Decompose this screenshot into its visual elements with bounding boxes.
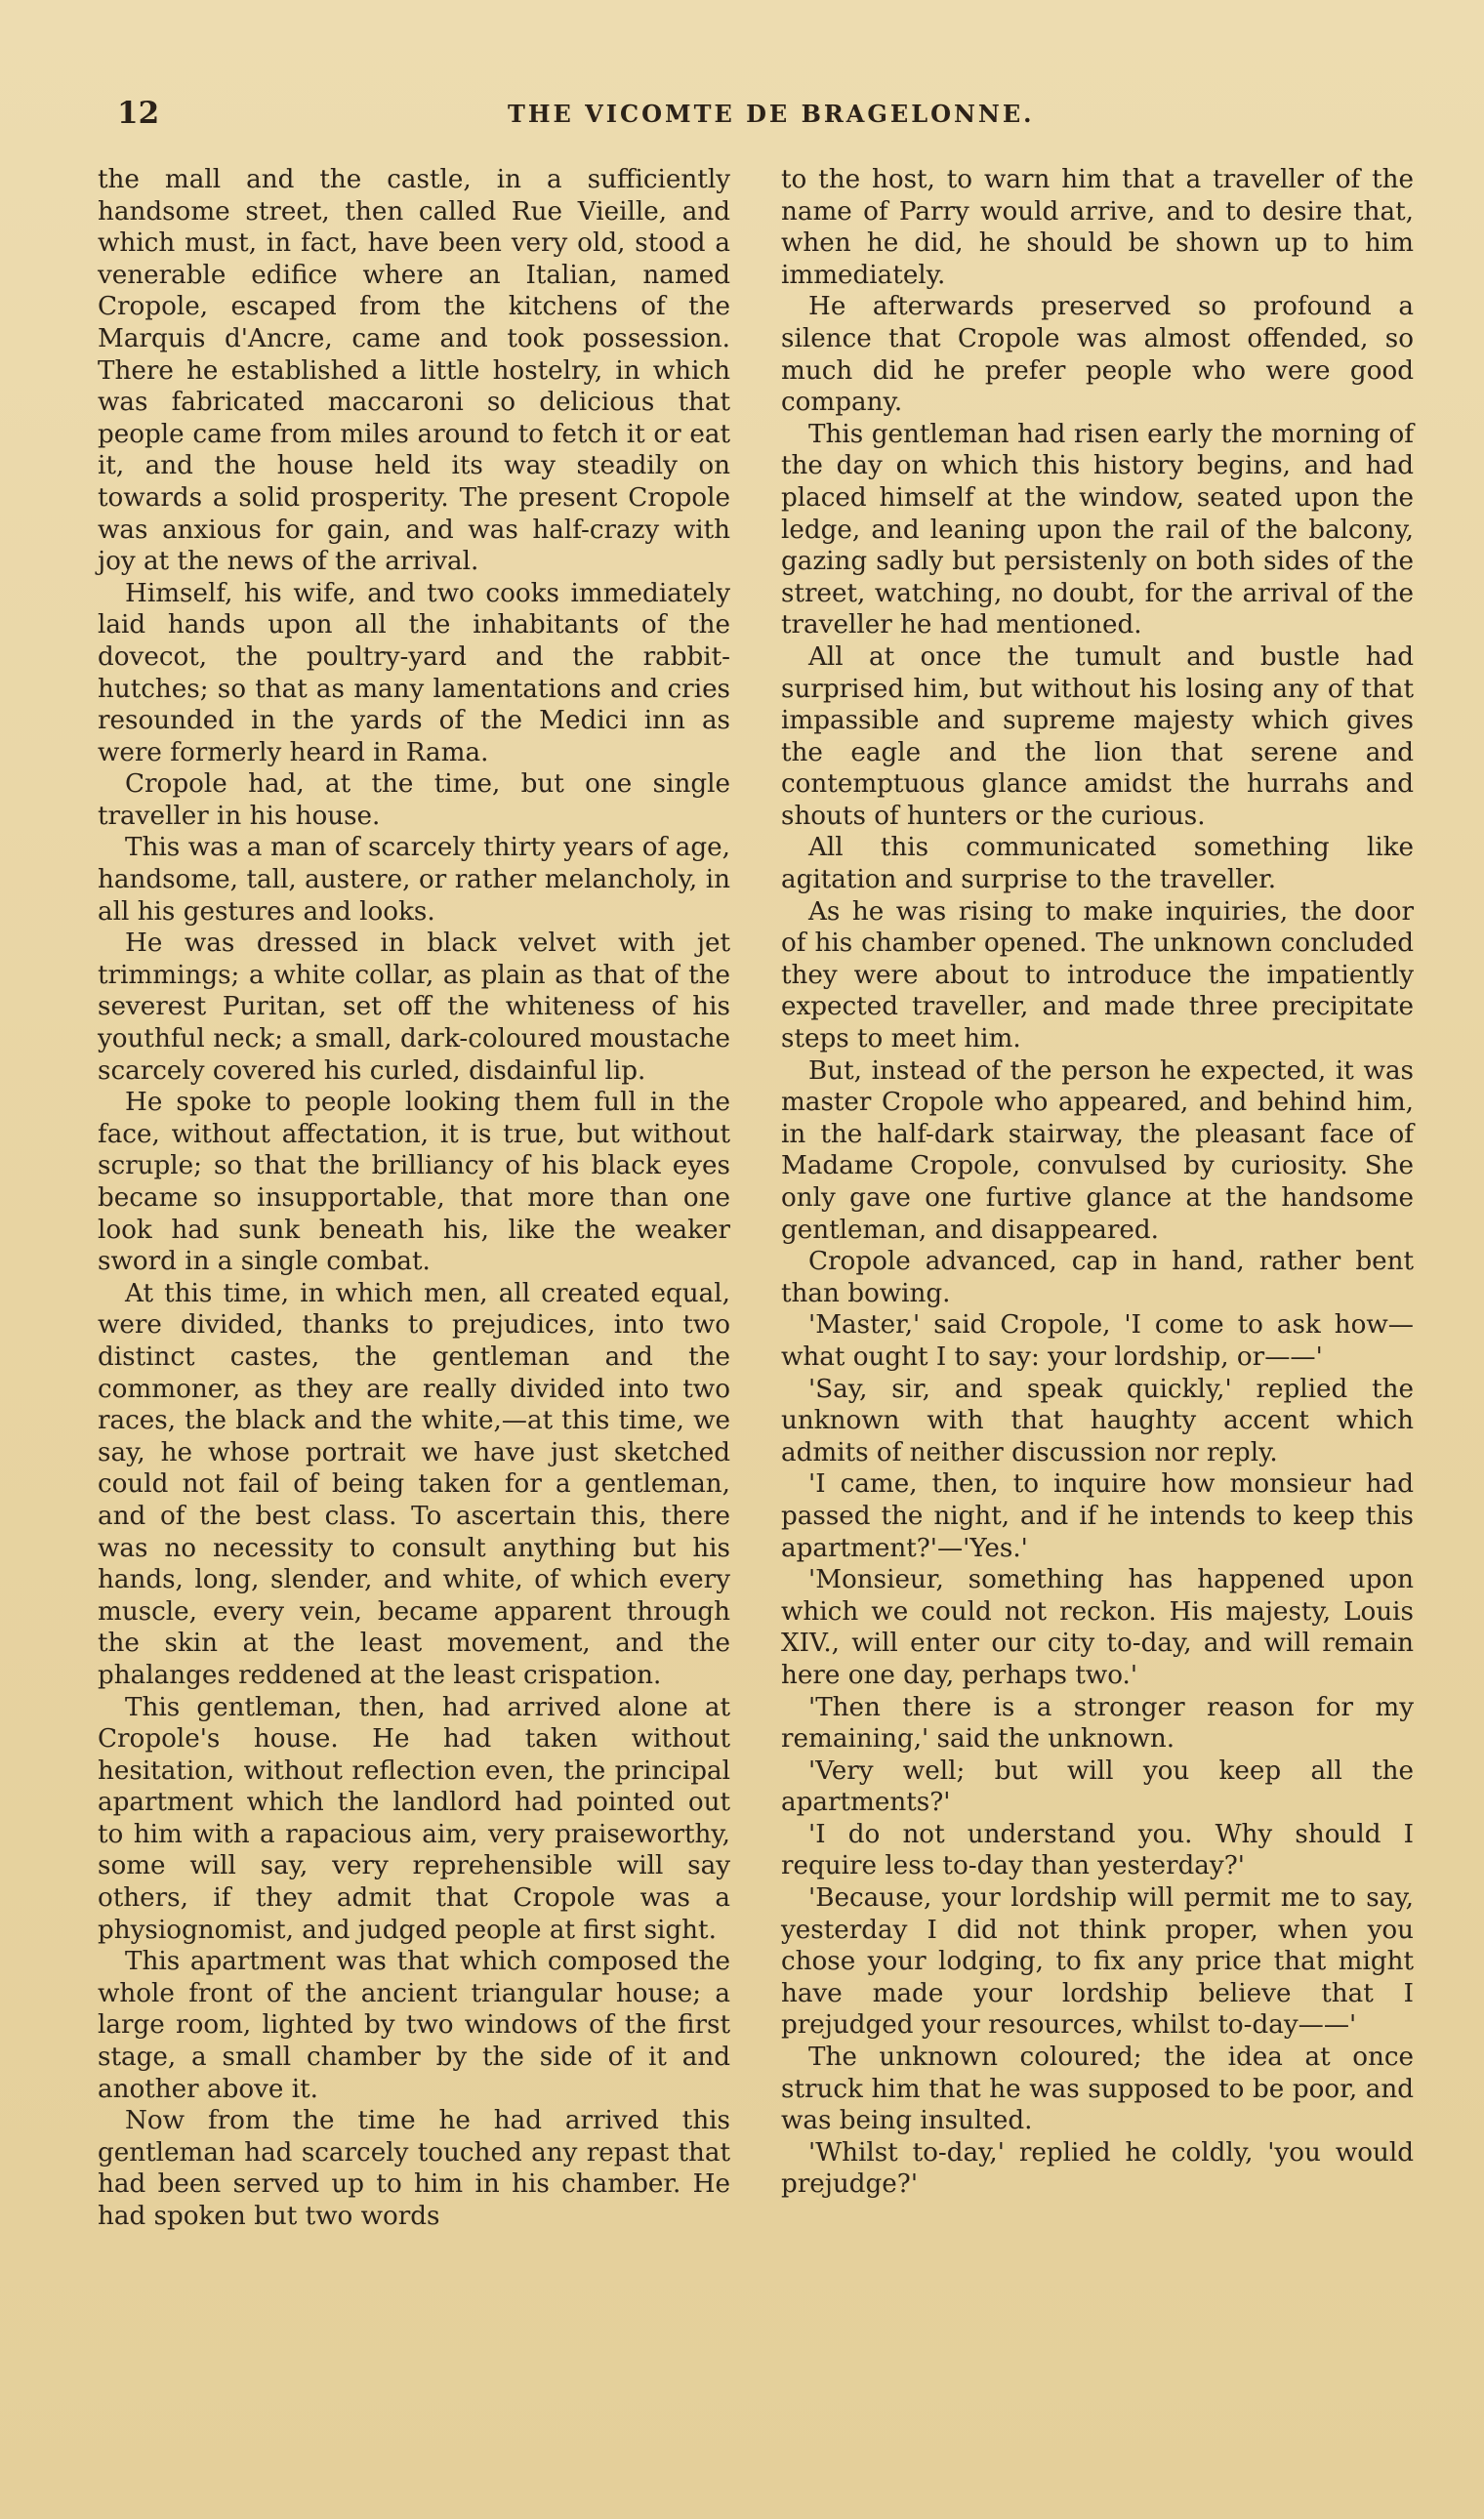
paragraph: As he was rising to make inquiries, the door of his chamber opened. The unknown concluded they were about to introduce the impatiently expected traveller, and made three precipitate steps to meet him. [781, 896, 1414, 1054]
paragraph: 'Master,' said Cropole, 'I come to ask how—what ought I to say: your lordship, or——' [781, 1310, 1414, 1372]
paragraph: the mall and the castle, in a sufficiently handsome street, then called Rue Vieille, and which must, in fact, have been very old, stood a venerable edifice where an Italian, named Cropole, escaped from the kitchens of the Marquis d'Ancre, came and took possession. There he established a little hostelry, in which was fabricated maccaroni so delicious that people came from miles around to fetch it or eat it, and the house held its way steadily on towards a solid prosperity. The present Cropole was anxious for gain, and was half-crazy with joy at the news of the arrival. [98, 165, 730, 577]
paragraph: Cropole advanced, cap in hand, rather bent than bowing. [781, 1247, 1414, 1308]
paragraph: 'Then there is a stronger reason for my remaining,' said the unknown. [781, 1692, 1414, 1755]
paragraph: At this time, in which men, all created equal, were divided, thanks to prejudices, into two distinct castes, the gentleman and the commoner, as they are really divided into two races, the black and the white,—at this time, we say, he whose portrait we have just sketched could not fail of being taken for a gentleman, and of the best class. To ascertain this, there was no necessity to consult anything but his hands, long, slender, and white, of which every muscle, every vein, became apparent through the skin at the least movement, and the phalanges reddened at the least crispation. [98, 1278, 730, 1690]
paragraph: Cropole had, at the time, but one single traveller in his house. [98, 769, 730, 831]
paragraph: This gentleman, then, had arrived alone at Cropole's house. He had taken without hesitation, without reflection even, the principal apartment which the landlord had pointed out to him with a rapacious aim, very praiseworthy, some will say, very reprehensible will say others, if they admit that Cropole was a physiognomist, and judged people at first sight. [98, 1692, 730, 1945]
paragraph: The unknown coloured; the idea at once struck him that he was supposed to be poor, and was being insulted. [781, 2043, 1414, 2136]
paragraph: He was dressed in black velvet with jet trimmings; a white collar, as plain as that of the severest Puritan, set off the whiteness of his youthful neck; a small, dark-coloured moustache scarcely covered his curled, disdainful lip. [98, 929, 730, 1086]
paragraph: 'I came, then, to inquire how monsieur had passed the night, and if he intends to keep this apartment?'—'Yes.' [781, 1469, 1414, 1563]
right-column [781, 164, 1414, 2201]
paragraph: This was a man of scarcely thirty years of age, handsome, tall, austere, or rather melancholy, in all his gestures and looks. [98, 833, 730, 927]
paragraph: He spoke to people looking them full in the face, without affectation, it is true, but without scruple; so that the brilliancy of his black eyes became so insupportable, that more than one look had sunk beneath his, like the weaker sword in a single combat. [98, 1088, 730, 1277]
left-column [98, 164, 730, 2233]
page-header [117, 96, 1386, 135]
paragraph: All at once the tumult and bustle had surprised him, but without his losing any of that impassible and supreme majesty which gives the eagle and the lion that serene and contemptuous glance amidst the hurrahs and shouts of hunters or the curious. [781, 641, 1414, 831]
paragraph: to the host, to warn him that a traveller of the name of Parry would arrive, and to desire that, when he did, he should be shown up to him immediately. [781, 165, 1414, 290]
paragraph: 'Very well; but will you keep all the apartments?' [781, 1755, 1414, 1818]
paragraph: 'Say, sir, and speak quickly,' replied the unknown with that haughty accent which admits of neither discussion nor reply. [781, 1374, 1414, 1467]
paragraph: But, instead of the person he expected, it was master Cropole who appeared, and behind him, in the half-dark stairway, the pleasant face of Madame Cropole, convulsed by curiosity. She only gave one furtive glance at the handsome gentleman, and disappeared. [781, 1055, 1414, 1245]
paragraph: Himself, his wife, and two cooks immediately laid hands upon all the inhabitants of the dovecot, the poultry-yard and the rabbit-hutches; so that as many lamentations and cries resounded in the yards of the Medici inn as were formerly heard in Rama. [98, 578, 730, 767]
paragraph: This apartment was that which composed the whole front of the ancient triangular house; a large room, lighted by two windows of the first stage, a small chamber by the side of it and another above it. [98, 1947, 730, 2104]
paragraph: 'Whilst to-day,' replied he coldly, 'you would prejudge?' [781, 2137, 1414, 2200]
paragraph: This gentleman had risen early the morning of the day on which this history begins, and had placed himself at the window, seated upon the ledge, and leaning upon the rail of the balcony, gazing sadly but persistenly on both sides of the street, watching, no doubt, for the arrival of the traveller he had mentioned. [781, 419, 1414, 640]
paragraph: 'Monsieur, something has happened upon which we could not reckon. His majesty, Louis XIV., will enter our city to-day, and will remain here one day, perhaps two.' [781, 1565, 1414, 1690]
running-title: THE VICOMTE DE BRAGELONNE. [508, 100, 1035, 128]
paragraph: 'I do not understand you. Why should I require less to-day than yesterday?' [781, 1819, 1414, 1881]
paragraph: Now from the time he had arrived this gentleman had scarcely touched any repast that had been served up to him in his chamber. He had spoken but two words [98, 2106, 730, 2231]
paragraph: All this communicated something like agitation and surprise to the traveller. [781, 833, 1414, 895]
paragraph: 'Because, your lordship will permit me to say, yesterday I did not think proper, when you chose your lodging, to fix any price that might have made your lordship believe that I prejudged your resources, whilst to-day——' [781, 1883, 1414, 2041]
page-number: 12 [117, 96, 160, 131]
paragraph: He afterwards preserved so profound a silence that Cropole was almost offended, so much did he prefer people who were good company. [781, 292, 1414, 418]
